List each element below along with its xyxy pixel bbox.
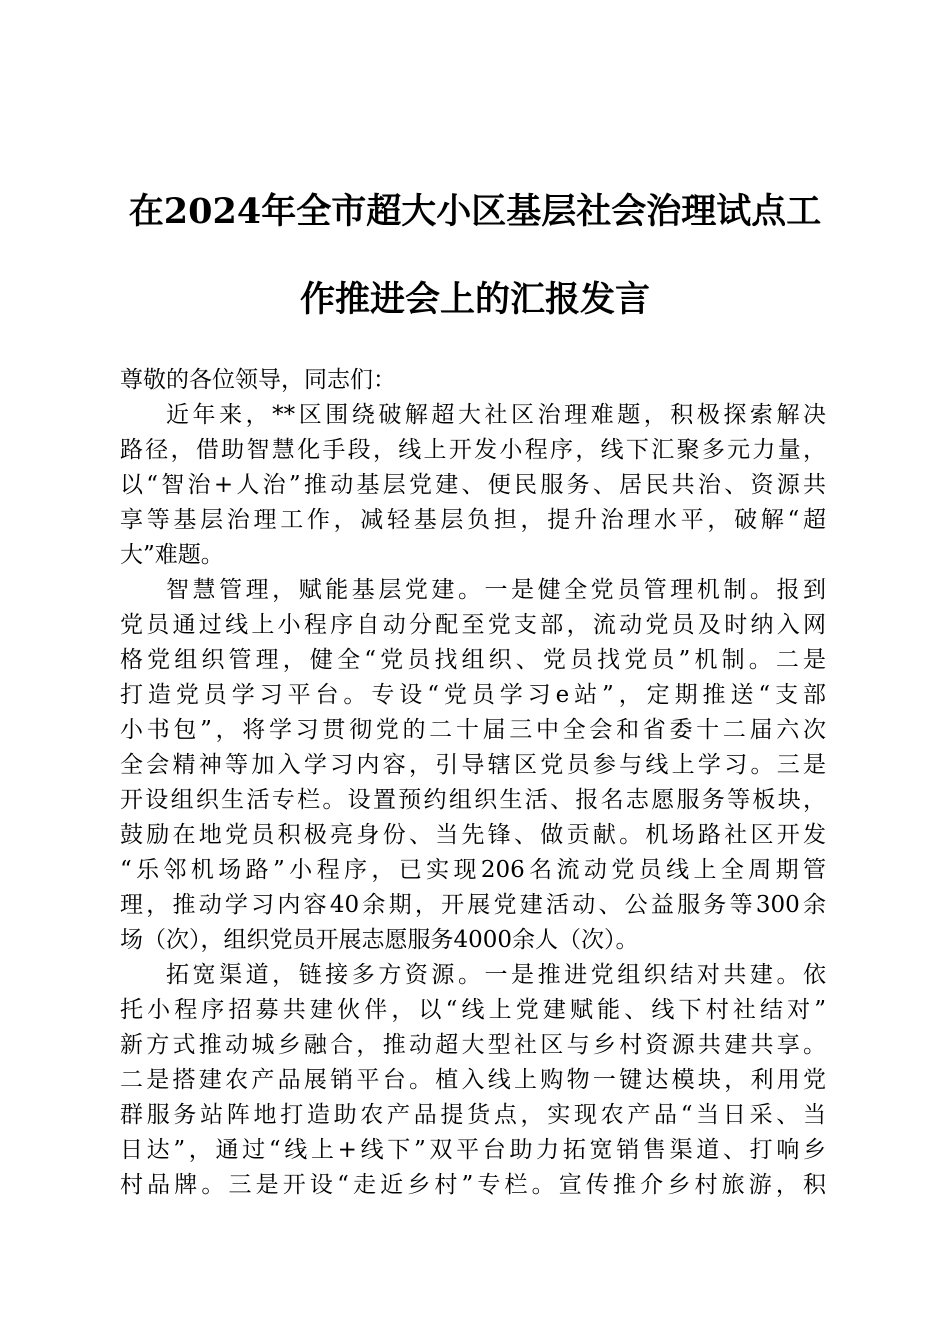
text-line: 日达”，通过“线上+线下”双平台助力拓宽销售渠道、打响乡 (120, 1137, 826, 1163)
text-line: 村品牌。三是开设“走近乡村”专栏。宣传推介乡村旅游，积 (120, 1172, 826, 1198)
text-line: 大”难题。 (120, 542, 224, 568)
text-line: 小书包”，将学习贯彻党的二十届三中全会和省委十二届六次 (120, 717, 826, 743)
text-line: 群服务站阵地打造助农产品提货点，实现农产品“当日采、当 (120, 1102, 826, 1128)
text-line: 鼓励在地党员积极亮身份、当先锋、做贡献。机场路社区开发 (120, 822, 826, 848)
paragraph-broaden-channels (120, 958, 826, 1203)
text-line: 开设组织生活专栏。设置预约组织生活、报名志愿服务等板块， (120, 787, 826, 813)
text-line: 拓宽渠道，链接多方资源。一是推进党组织结对共建。依 (166, 962, 826, 988)
salutation: 尊敬的各位领导，同志们： (120, 367, 396, 393)
text-line: 场（次），组织党员开展志愿服务4000余人（次）。 (120, 927, 639, 953)
text-line: 全会精神等加入学习内容，引导辖区党员参与线上学习。三是 (120, 752, 826, 778)
document-body (120, 363, 826, 1203)
text-line: 智慧管理，赋能基层党建。一是健全党员管理机制。报到 (166, 577, 826, 603)
text-line: 党员通过线上小程序自动分配至党支部，流动党员及时纳入网 (120, 612, 826, 638)
document-title (110, 168, 840, 344)
text-line: 格党组织管理，健全“党员找组织、党员找党员”机制。二是 (120, 647, 826, 673)
text-line: 理，推动学习内容40余期，开展党建活动、公益服务等300余 (120, 892, 826, 918)
text-line: “乐邻机场路”小程序，已实现206名流动党员线上全周期管 (120, 857, 826, 883)
text-line: 打造党员学习平台。专设“党员学习e站”，定期推送“支部 (120, 682, 826, 708)
title-line-1: 在2024年全市超大小区基层社会治理试点工 (128, 191, 822, 232)
text-line: 以“智治+人治”推动基层党建、便民服务、居民共治、资源共 (120, 472, 826, 498)
text-line: 二是搭建农产品展销平台。植入线上购物一键达模块，利用党 (120, 1067, 826, 1093)
paragraph-intro (120, 398, 826, 573)
text-line: 享等基层治理工作，减轻基层负担，提升治理水平，破解“超 (120, 507, 826, 533)
title-line-2: 作推进会上的汇报发言 (299, 279, 650, 320)
text-line: 近年来，**区围绕破解超大社区治理难题，积极探索解决 (166, 402, 826, 428)
text-line: 托小程序招募共建伙伴，以“线上党建赋能、线下村社结对” (120, 997, 826, 1023)
text-line: 新方式推动城乡融合，推动超大型社区与乡村资源共建共享。 (120, 1032, 826, 1058)
text-line: 路径，借助智慧化手段，线上开发小程序，线下汇聚多元力量， (120, 437, 826, 463)
paragraph-smart-management (120, 573, 826, 958)
